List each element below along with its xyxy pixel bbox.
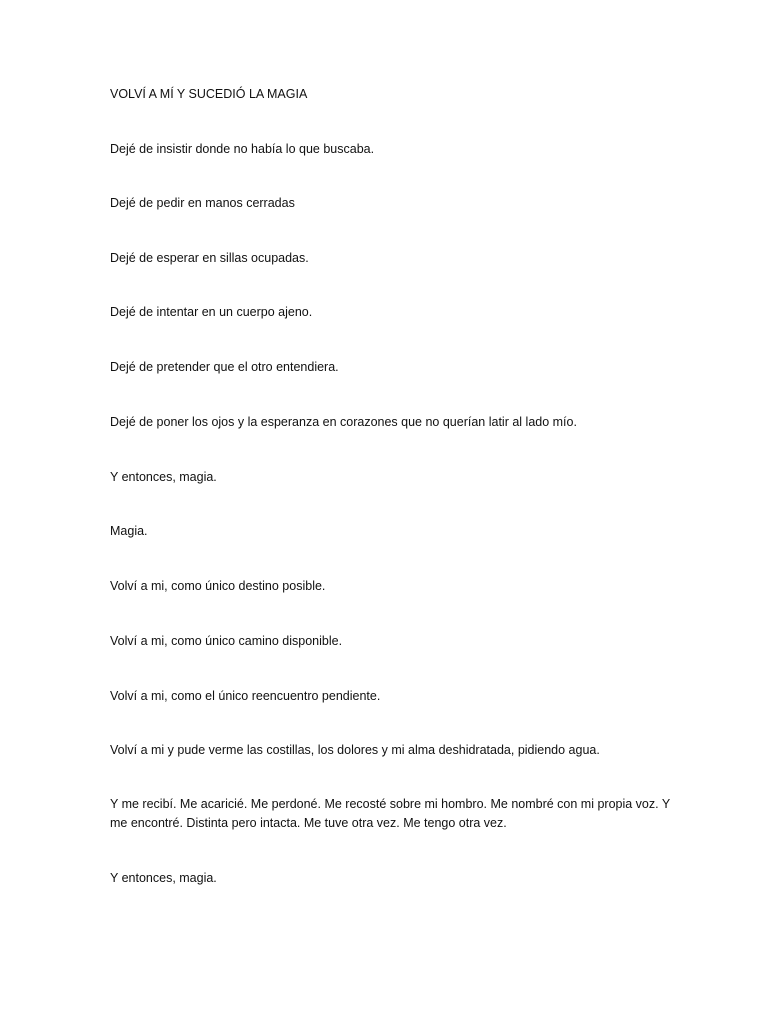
paragraph: Volví a mi, como único destino posible. (110, 579, 326, 593)
paragraph: Y me recibí. Me acaricié. Me perdoné. Me recosté sobre mi hombro. Me nombré con mi propia voz. Y me encontré. Distinta pero intacta. Me tuve otra vez. Me tengo otra vez. (110, 797, 670, 830)
paragraph: Dejé de poner los ojos y la esperanza en corazones que no querían latir al lado mío. (110, 415, 577, 429)
paragraph: Dejé de esperar en sillas ocupadas. (110, 251, 309, 265)
paragraph: Volví a mi, como único camino disponible. (110, 634, 343, 648)
paragraph: Volví a mi, como el único reencuentro pendiente. (110, 689, 381, 703)
paragraph: Dejé de pretender que el otro entendiera. (110, 360, 339, 374)
paragraph: Dejé de insistir donde no había lo que buscaba. (110, 142, 375, 156)
paragraph: Dejé de intentar en un cuerpo ajeno. (110, 305, 313, 319)
paragraph: Y entonces, magia. (110, 871, 217, 885)
paragraph: Volví a mi y pude verme las costillas, los dolores y mi alma deshidratada, pidiendo agua. (110, 743, 600, 757)
paragraph: Magia. (110, 524, 148, 538)
paragraph: Dejé de pedir en manos cerradas (110, 196, 295, 210)
document-title: VOLVÍ A MÍ Y SUCEDIÓ LA MAGIA (110, 87, 308, 101)
paragraph: Y entonces, magia. (110, 470, 217, 484)
